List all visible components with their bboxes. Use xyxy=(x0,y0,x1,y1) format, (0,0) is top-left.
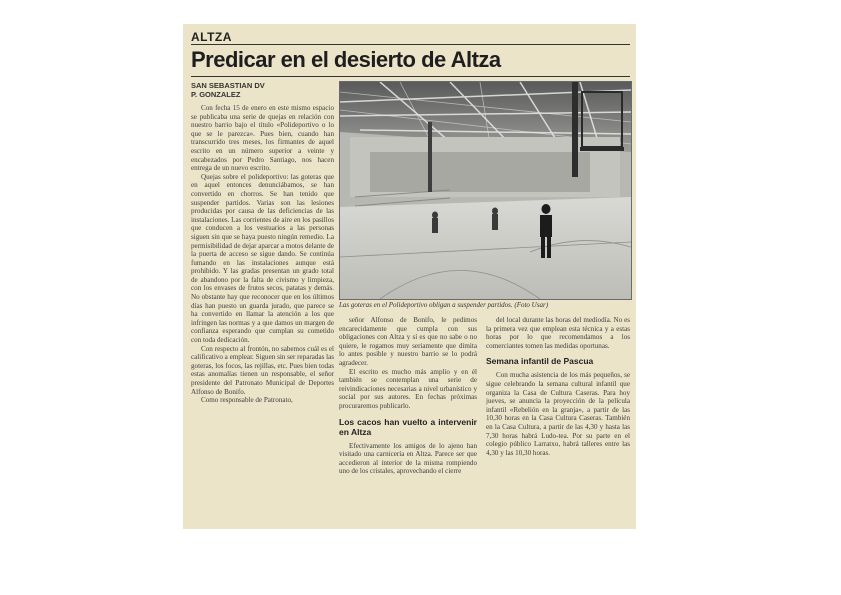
article-column-2 xyxy=(339,316,477,526)
sports-hall-photo xyxy=(340,82,631,299)
byline-location: SAN SEBASTIAN DV xyxy=(191,81,265,90)
subheading-cacos: Los cacos han vuelto a intervenir en Altza xyxy=(339,416,477,437)
article-column-1 xyxy=(191,104,334,526)
paragraph: Efectivamente los amigos de lo ajeno han visitado una carnicería en Altza. Parece ser que accedieron al interior de la misma rompiendo uno de los cristales, aprovechando el cierre xyxy=(339,441,477,476)
paragraph: señor Alfonso de Bonifo, le pedimos encarecidamente que cumpla con sus obligaciones con Altza y sí es que no sabe o no quiere, le rogamos muy seriamente que dimita lo antes posible y nuestro barrio se lo podrá agradecer. xyxy=(339,316,477,367)
paragraph: Con respecto al frontón, no sabemos cuál es el calificativo a emplear. Siguen sin ser reparadas las goteras, los focos, las rejillas, etc. Pues bien todas estas anomalías tienen un responsable, el señor presidente del Patronato Municipal de Deportes Alfonso de Bonifo. xyxy=(191,344,334,396)
subheading-semana-infantil: Semana infantil de Pascua xyxy=(486,356,594,367)
article-photo xyxy=(339,81,632,300)
byline-author: P. GONZALEZ xyxy=(191,90,241,99)
headline-rule xyxy=(191,76,630,77)
paragraph: Con mucha asistencia de los más pequeños, se sigue celebrando la semana cultural infantil que organiza la Casa de Cultura Caseras. Para hoy jueves, se anuncia la proyección de la película infantil «Rebelión en la granja», a partir de las 10,30 horas en la Casa Cultura Caseras. También en la Casa Cultura, a partir de las 4,30 y hasta las 7,30 horas habrá Ludo-tea. Por su parte en el colegio público Larratxo, habrá talleres entre las 4,30 y las 10,30 horas. xyxy=(486,371,630,457)
photo-caption: Las goteras en el Polideportivo obligan a suspender partidos. (Foto Usar) xyxy=(339,301,549,309)
paragraph: Con fecha 15 de enero en este mismo espacio se publicaba una serie de quejas en relación con nuestro barrio bajo el título «Polideportivo o lo que se le parezca». Pues bien, cuando han transcurrido tres meses, los firmantes de aquel escrito en un número superior a veinte y encabezados por Pedro Santiago, nos hacen entrega de un nuevo escrito. xyxy=(191,104,334,173)
paragraph: Como responsable de Patronato, xyxy=(201,396,293,405)
byline xyxy=(191,81,265,99)
paragraph: El escrito es mucho más amplio y en él también se contemplan una serie de reivindicaciones necesarias a nivel urbanístico y social por sus autores. En fechas próximas procuraremos publicarlo. xyxy=(339,367,477,410)
paragraph: del local durante las horas del mediodía. No es la primera vez que emplean esta técnica y a estas horas por lo que recomendamos a los comerciantes tomen las medidas oportunas. xyxy=(486,316,630,350)
paragraph: Quejas sobre el polideportivo: las goteras que en aquel entonces denunciábamos, se han convertido en chorros. Se han tenido que suspender partidos. Varias son las lesiones producidas por causa de las deficiencias de las instalaciones. Las corrientes de aire en los pasillos que conducen a los vestuarios a las personas siguen sin que se haya puesto ningún remedio. La permisibilidad de dejar aparcar a motos delante de la puerta de acceso se sigue dando. Se continúa fumando en las instalaciones aunque está prohibido. Y las gradas presentan un grado total de abandono por la falta de civismo y limpieza, con los envases de frutos secos, patatas y demás. No obstante hay que reconocer que en los últimos días han puesto un guarda jurado, que parece se ha convertido en llamar la atención a los que infringen las normas y a que damos un margen de confianza esperando que cumplan su cometido con toda dedicación. xyxy=(191,172,334,345)
newspaper-clipping xyxy=(183,24,636,529)
headline: Predicar en el desierto de Altza xyxy=(191,47,501,72)
section-label: ALTZA xyxy=(191,30,232,44)
section-rule xyxy=(191,44,630,45)
article-column-3 xyxy=(486,316,630,526)
